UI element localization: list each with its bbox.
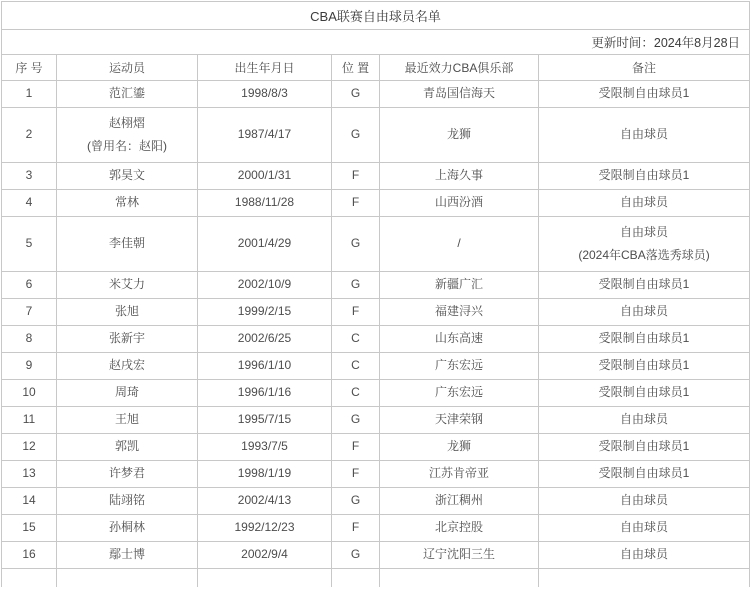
cell-no — [2, 515, 57, 542]
cell-dob-text: 1996/1/10 — [237, 358, 292, 373]
cell-dob — [198, 163, 332, 190]
cell-dob-text: 2002/4/13 — [237, 493, 292, 508]
cell-pos — [332, 190, 380, 217]
cell-dob — [198, 217, 332, 272]
cell-name — [57, 515, 198, 542]
cell-dob — [198, 108, 332, 163]
cell-name-text: 郭昊文 — [108, 168, 145, 183]
cell-no-text: 8 — [25, 331, 33, 346]
cell-club — [380, 163, 539, 190]
cell-note — [539, 380, 750, 407]
cell-note-text: 自由球员 — [620, 547, 669, 562]
table-row — [2, 353, 750, 380]
cell-club-text: 辽宁沈阳三生 — [422, 547, 495, 562]
table-row — [2, 108, 750, 163]
cell-no-text: 9 — [25, 358, 33, 373]
cell-pos — [332, 488, 380, 515]
cell-dob-text: 2001/4/29 — [237, 236, 292, 251]
cell-name-text: 陆翊铭 — [108, 493, 145, 508]
cell-name — [57, 461, 198, 488]
cell-club-text: 上海久事 — [434, 168, 483, 183]
cell-name-text: 王旭 — [114, 412, 139, 427]
cell-no-text: 16 — [22, 547, 36, 562]
cell-name — [57, 380, 198, 407]
cell-pos-text: C — [351, 331, 360, 346]
cell-club-text: 龙狮 — [446, 127, 471, 142]
cell-dob — [198, 488, 332, 515]
cell-dob-text: 1987/4/17 — [237, 127, 292, 142]
table-row — [2, 299, 750, 326]
cell-name-text: 赵戌宏 — [108, 358, 145, 373]
cell-pos — [332, 299, 380, 326]
cell-note-text: 受限制自由球员1 — [598, 277, 690, 292]
cell-no — [2, 488, 57, 515]
cell-no-text: 4 — [25, 195, 33, 210]
table-row — [2, 488, 750, 515]
cell-no-text: 11 — [22, 412, 36, 427]
cell-no-text: 7 — [25, 304, 33, 319]
cell-pos-text: F — [351, 466, 360, 481]
cell-pos — [332, 542, 380, 569]
cell-dob-text: 2000/1/31 — [237, 168, 292, 183]
cell-pos — [332, 217, 380, 272]
cell-pos — [332, 353, 380, 380]
cell-pos-text: G — [350, 493, 361, 508]
cell-name-text: 常林 — [114, 195, 139, 210]
cell-note — [539, 407, 750, 434]
cell-dob-text: 1992/12/23 — [234, 520, 295, 535]
cell-note — [539, 488, 750, 515]
cell-dob — [198, 407, 332, 434]
cell-club — [380, 353, 539, 380]
cell-dob — [198, 272, 332, 299]
cell-no — [2, 217, 57, 272]
cell-note — [539, 217, 750, 272]
cell-dob-text: 2002/6/25 — [237, 331, 292, 346]
cell-no — [2, 81, 57, 108]
cell-no — [2, 299, 57, 326]
cell-name-subtext: (曾用名：赵阳) — [87, 139, 167, 153]
cell-note-text: 受限制自由球员1 — [598, 466, 690, 481]
cell-dob-text: 1993/7/5 — [241, 439, 288, 454]
cell-club-text: 山西汾酒 — [434, 195, 483, 210]
cell-no-text: 12 — [22, 439, 36, 454]
cell-pos — [332, 163, 380, 190]
cell-note — [539, 353, 750, 380]
cell-club-text: 广东宏远 — [434, 385, 483, 400]
cell-note-text: 受限制自由球员1 — [598, 358, 690, 373]
cell-club — [380, 326, 539, 353]
cell-club — [380, 434, 539, 461]
cell-name-text: 郭凯 — [114, 439, 139, 454]
cell-club — [380, 190, 539, 217]
page-title: CBA联赛自由球员名单 — [2, 2, 750, 30]
cell-no — [2, 380, 57, 407]
cell-club-text: 广东宏远 — [434, 358, 483, 373]
cell-no-text: 6 — [25, 277, 33, 292]
cell-pos — [332, 108, 380, 163]
cell-club-text: 浙江稠州 — [434, 493, 483, 508]
table-row — [2, 217, 750, 272]
table-row — [2, 542, 750, 569]
cell-name-text: 张新宇 — [108, 331, 145, 346]
cell-dob — [198, 353, 332, 380]
cell-dob-text: 1995/7/15 — [237, 412, 292, 427]
cell-name — [57, 272, 198, 299]
cell-note-text: 受限制自由球员1 — [598, 168, 690, 183]
cell-dob-text: 1999/2/15 — [237, 304, 292, 319]
cell-pos-text: C — [351, 358, 360, 373]
cell-pos — [332, 434, 380, 461]
cell-dob-text: 2002/10/9 — [237, 277, 292, 292]
table-row — [2, 190, 750, 217]
cell-dob-text: 1998/8/3 — [241, 86, 288, 101]
cell-name-empty — [57, 569, 198, 587]
cell-club — [380, 380, 539, 407]
table-row — [2, 81, 750, 108]
cell-club — [380, 272, 539, 299]
cell-note-text: 受限制自由球员1 — [598, 385, 690, 400]
cell-club-text: 青岛国信海天 — [422, 86, 495, 101]
cell-dob — [198, 326, 332, 353]
cell-note-text: 自由球员 — [620, 195, 669, 210]
cell-name-text: 赵栩熠 — [108, 115, 145, 130]
table-row-partial — [2, 569, 750, 587]
update-time-row — [2, 30, 750, 55]
cell-note-text: 自由球员 — [620, 520, 669, 535]
table-row — [2, 380, 750, 407]
cell-name — [57, 353, 198, 380]
cell-note — [539, 81, 750, 108]
cell-no-text: 5 — [25, 236, 33, 251]
cell-pos-empty — [332, 569, 380, 587]
cell-dob-text: 1998/1/19 — [237, 466, 292, 481]
cell-name-text: 范汇鎏 — [108, 86, 145, 101]
cell-note-text: 自由球员 — [620, 224, 669, 239]
cell-club-text: 江苏肯帝亚 — [428, 466, 489, 481]
cell-name-text: 周琦 — [114, 385, 139, 400]
cell-pos-text: F — [351, 439, 360, 454]
update-time-label: 更新时间：2024年8月28日 — [2, 30, 750, 55]
cell-club-text: 龙狮 — [446, 439, 471, 454]
cell-club — [380, 515, 539, 542]
cell-club — [380, 488, 539, 515]
cell-no-text: 2 — [25, 127, 33, 142]
cell-no-text: 14 — [22, 493, 36, 508]
cell-dob — [198, 542, 332, 569]
cell-note-text: 自由球员 — [620, 493, 669, 508]
cell-name — [57, 542, 198, 569]
cell-pos — [332, 380, 380, 407]
column-header-dob: 出生年月日 — [198, 55, 332, 81]
cell-name — [57, 217, 198, 272]
cell-note-empty — [539, 569, 750, 587]
cell-note — [539, 326, 750, 353]
cell-no-text: 10 — [22, 385, 36, 400]
cell-dob — [198, 434, 332, 461]
cell-dob-text: 1988/11/28 — [234, 195, 295, 210]
cell-club — [380, 299, 539, 326]
cell-note — [539, 299, 750, 326]
cell-club — [380, 217, 539, 272]
cell-name — [57, 108, 198, 163]
cell-note-text: 受限制自由球员1 — [598, 331, 690, 346]
cell-pos-text: G — [350, 412, 361, 427]
cell-club — [380, 461, 539, 488]
cell-club-text: 新疆广汇 — [434, 277, 483, 292]
cell-dob — [198, 461, 332, 488]
cell-dob — [198, 190, 332, 217]
column-header-club: 最近效力CBA俱乐部 — [380, 55, 539, 81]
cell-note — [539, 461, 750, 488]
cell-pos-text: C — [351, 385, 360, 400]
cell-pos — [332, 461, 380, 488]
cell-name — [57, 299, 198, 326]
cell-no — [2, 542, 57, 569]
table-header-row — [2, 55, 750, 81]
cell-pos-text: F — [351, 304, 360, 319]
cell-no — [2, 353, 57, 380]
table-row — [2, 515, 750, 542]
cell-note — [539, 272, 750, 299]
cell-name — [57, 434, 198, 461]
cell-pos-text: F — [351, 195, 360, 210]
cell-no-text: 3 — [25, 168, 33, 183]
cell-no-text: 13 — [22, 466, 36, 481]
column-header-no: 序 号 — [2, 55, 57, 81]
cell-name-text: 许梦君 — [108, 466, 145, 481]
cell-no — [2, 326, 57, 353]
cell-no-empty — [2, 569, 57, 587]
cell-dob — [198, 81, 332, 108]
cell-dob — [198, 299, 332, 326]
cell-name — [57, 81, 198, 108]
free-agent-table — [1, 1, 750, 587]
cell-note — [539, 163, 750, 190]
column-header-note: 备注 — [539, 55, 750, 81]
cell-name — [57, 163, 198, 190]
cell-note-text: 自由球员 — [620, 412, 669, 427]
cell-name-text: 鄢士博 — [108, 547, 145, 562]
cell-pos-text: F — [351, 168, 360, 183]
cell-club — [380, 542, 539, 569]
cell-no — [2, 407, 57, 434]
cell-club — [380, 108, 539, 163]
cell-pos-text: G — [350, 86, 361, 101]
cell-club — [380, 407, 539, 434]
cell-dob-text: 1996/1/16 — [237, 385, 292, 400]
cell-no — [2, 434, 57, 461]
cell-pos-text: G — [350, 277, 361, 292]
cell-note — [539, 190, 750, 217]
cell-note-text: 受限制自由球员1 — [598, 439, 690, 454]
cell-pos — [332, 407, 380, 434]
cell-dob — [198, 380, 332, 407]
cell-name — [57, 488, 198, 515]
cell-pos-text: G — [350, 127, 361, 142]
cell-name — [57, 190, 198, 217]
column-header-pos: 位 置 — [332, 55, 380, 81]
cell-pos — [332, 515, 380, 542]
cell-note — [539, 542, 750, 569]
cell-club-text: 山东高速 — [434, 331, 483, 346]
cell-name-text: 李佳朝 — [108, 236, 145, 251]
table-row — [2, 163, 750, 190]
cell-no — [2, 461, 57, 488]
cell-no-text: 1 — [25, 86, 33, 101]
cell-note-subtext: (2024年CBA落选秀球员) — [578, 248, 710, 262]
cell-name-text: 孙桐林 — [108, 520, 145, 535]
cell-no — [2, 163, 57, 190]
cell-note-text: 自由球员 — [620, 127, 669, 142]
table-title-row — [2, 2, 750, 30]
cell-dob-empty — [198, 569, 332, 587]
cell-club-text: / — [457, 236, 461, 251]
cell-note-text: 自由球员 — [620, 304, 669, 319]
cell-note — [539, 515, 750, 542]
table-row — [2, 434, 750, 461]
cell-club — [380, 81, 539, 108]
cell-dob-text: 2002/9/4 — [241, 547, 288, 562]
cell-pos — [332, 81, 380, 108]
cell-no — [2, 108, 57, 163]
cell-pos — [332, 326, 380, 353]
cell-name — [57, 407, 198, 434]
cell-club-empty — [380, 569, 539, 587]
cell-no — [2, 272, 57, 299]
cell-name — [57, 326, 198, 353]
cell-dob — [198, 515, 332, 542]
cell-no-text: 15 — [22, 520, 36, 535]
column-header-name: 运动员 — [57, 55, 198, 81]
cell-note — [539, 434, 750, 461]
table-row — [2, 272, 750, 299]
cell-name-text: 米艾力 — [108, 277, 145, 292]
cell-pos-text: G — [350, 236, 361, 251]
cell-name-text: 张旭 — [114, 304, 139, 319]
table-row — [2, 326, 750, 353]
cell-note — [539, 108, 750, 163]
cell-pos-text: G — [350, 547, 361, 562]
cell-club-text: 天津荣钢 — [434, 412, 483, 427]
table-row — [2, 461, 750, 488]
cell-pos-text: F — [351, 520, 360, 535]
cell-club-text: 北京控股 — [434, 520, 483, 535]
cell-pos — [332, 272, 380, 299]
cell-no — [2, 190, 57, 217]
cell-club-text: 福建浔兴 — [434, 304, 483, 319]
cell-note-text: 受限制自由球员1 — [598, 86, 690, 101]
table-row — [2, 407, 750, 434]
